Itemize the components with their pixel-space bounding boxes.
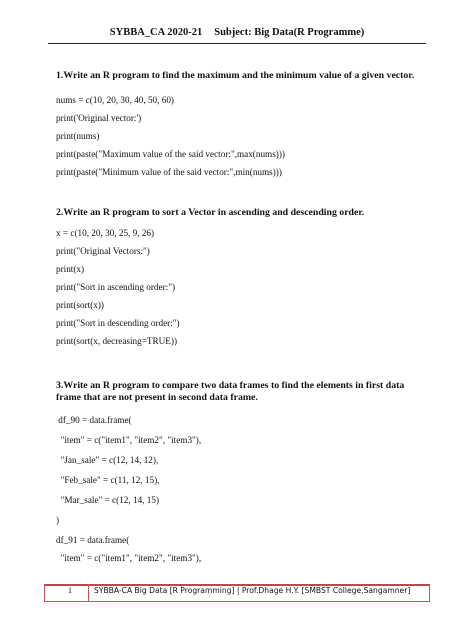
code-line: "Jan_sale" = c(12, 14, 12), xyxy=(56,455,159,465)
code-line: print(paste("Maximum value of the said vector:",max(nums))) xyxy=(56,149,285,159)
code-line: print(sort(x, decreasing=TRUE)) xyxy=(56,336,178,346)
page-header xyxy=(0,27,474,38)
code-line: print(x) xyxy=(56,264,85,274)
question-3-title: 3.Write an R program to compare two data frames to find the elements in first data frame that are not present in second data frame. xyxy=(56,380,405,403)
code-line: x = c(10, 20, 30, 25, 9, 26) xyxy=(56,228,155,238)
question-2-title: 2.Write an R program to sort a Vector in ascending and descending order. xyxy=(56,207,365,218)
code-line: print(paste("Minimum value of the said vector:",min(nums))) xyxy=(56,167,282,177)
code-line: print(nums) xyxy=(56,131,100,141)
code-line: print("Sort in descending order:") xyxy=(56,318,180,328)
code-line: "Mar_sale" = c(12, 14, 15) xyxy=(56,495,160,505)
header-rule xyxy=(48,43,426,44)
code-line: print("Original Vectors:") xyxy=(56,246,150,256)
code-line: print("Sort in ascending order:") xyxy=(56,282,175,292)
code-line: df_90 = data.frame( xyxy=(56,415,132,425)
code-line: print('Original vector:') xyxy=(56,113,142,123)
page-number: 1 xyxy=(68,586,72,595)
subject-label: Subject: Big Data(R Programme) xyxy=(214,27,365,38)
code-line: "item" = c("item1", "item2", "item3"), xyxy=(56,435,202,445)
question-1-title: 1.Write an R program to find the maximum and the minimum value of a given vector. xyxy=(56,70,415,81)
footer-text: SYBBA-CA Big Data [R Programming] | Prof.Dhage H.Y. [SMBST College,Sangamner] xyxy=(94,586,411,595)
course-label: SYBBA_CA 2020-21 xyxy=(109,27,203,38)
footer-divider xyxy=(88,584,89,601)
code-line: nums = c(10, 20, 30, 40, 50, 60) xyxy=(56,95,174,105)
code-line: "Feb_sale" = c(11, 12, 15), xyxy=(56,475,160,485)
code-line: "item" = c("item1", "item2", "item3"), xyxy=(56,553,202,563)
code-line: print(sort(x)) xyxy=(56,300,104,310)
code-line: ) xyxy=(56,515,60,525)
page-footer xyxy=(44,584,430,601)
code-line: df_91 = data.frame( xyxy=(56,535,130,545)
